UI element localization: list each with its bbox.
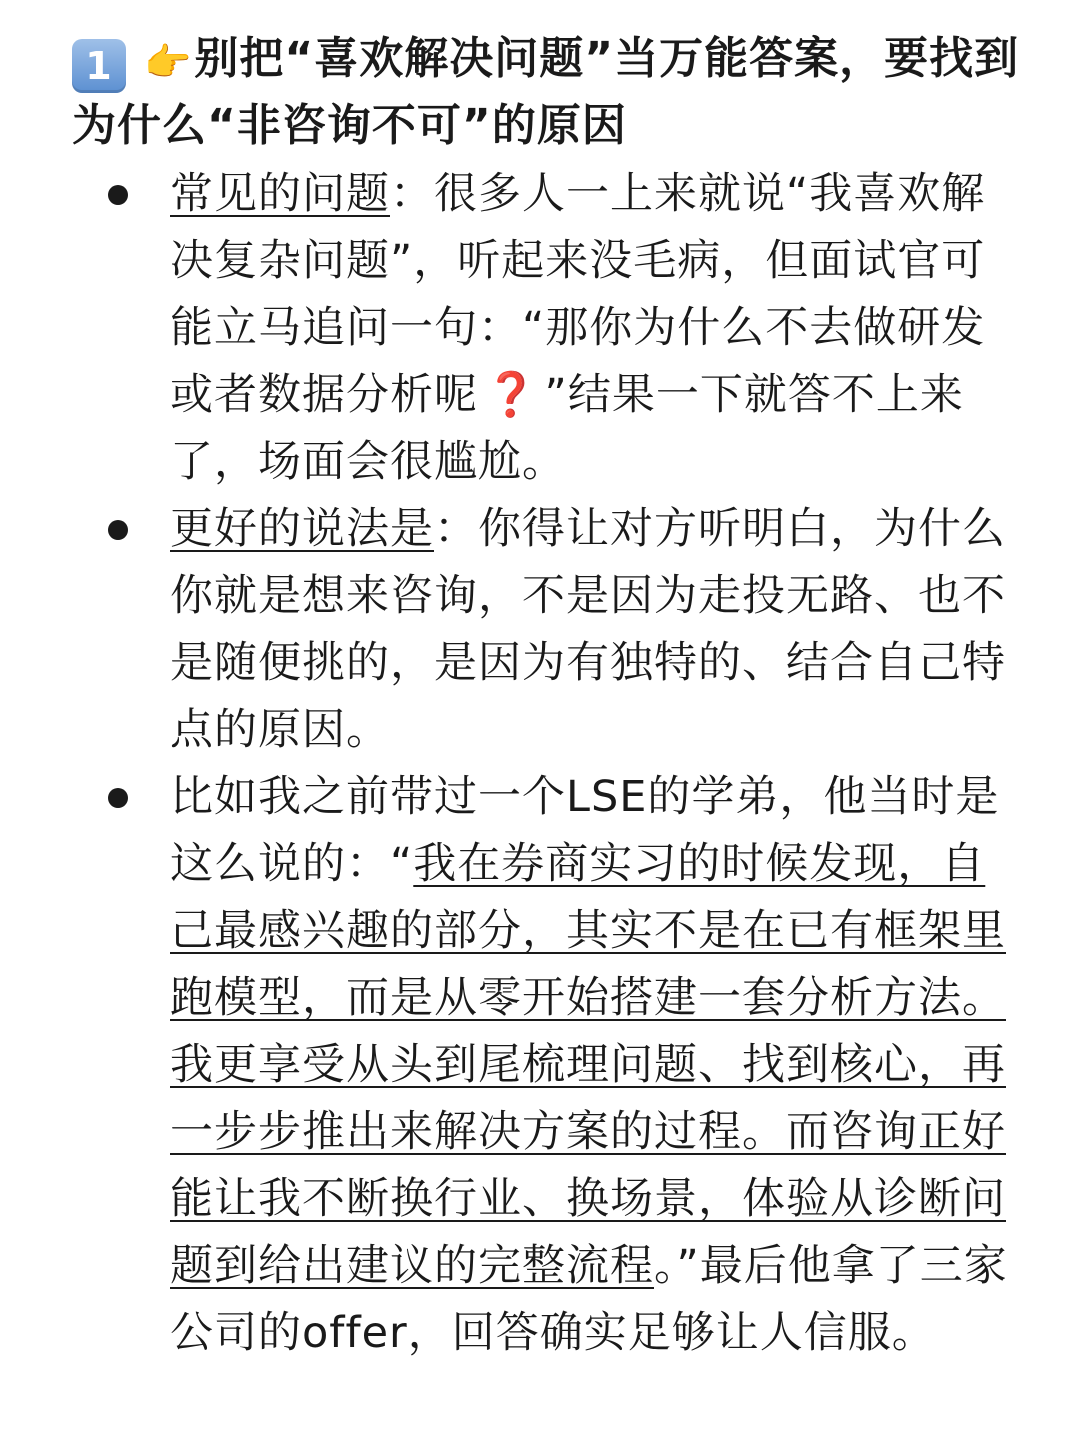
question-mark-icon: ❓ bbox=[484, 370, 539, 420]
bullet-label: 常见的问题 bbox=[170, 169, 390, 219]
bullet-text: 很多人一上来就说“我喜欢解决复杂问题”，听起来没毛病，但面试官可能立马追问一句：“那你为什么不去做研发或者数据分析呢 bbox=[170, 169, 986, 420]
bullet-text-continued: ”结果一下就答不上来了，场面会很尴尬。 bbox=[170, 370, 964, 487]
example-quote: 我在券商实习的时候发现，自己最感兴趣的部分，其实不是在已有框架里跑模型，而是从零开始搭建一套分析方法。我更享受从头到尾梳理问题、找到核心，再一步步推出来解决方案的过程。而咨询正好能让我不断换行业、换场景，体验从诊断问题到给出建议的完整流程 bbox=[170, 839, 1006, 1291]
bullet-item-example bbox=[72, 764, 1020, 1367]
bullet-colon: ： bbox=[390, 169, 434, 219]
example-intro: 比如我之前带过一个LSE的学弟，他当时是这么说的：“ bbox=[170, 772, 1000, 889]
bullet-label: 更好的说法是 bbox=[170, 504, 434, 554]
bullet-dot-icon bbox=[108, 788, 128, 808]
heading-text: 别把“喜欢解决问题”当万能答案，要找到为什么“非咨询不可”的原因 bbox=[72, 33, 1020, 151]
bullet-item-better-answer bbox=[72, 496, 1020, 764]
bullet-dot-icon bbox=[108, 520, 128, 540]
bullet-item-common-problem bbox=[72, 161, 1020, 496]
section-heading bbox=[72, 26, 1020, 159]
pointing-hand-icon: 👉 bbox=[144, 40, 193, 84]
bullet-colon: ： bbox=[434, 504, 478, 554]
bullet-text: 你得让对方听明白，为什么你就是想来咨询，不是因为走投无路、也不是随便挑的，是因为有独特的、结合自己特点的原因。 bbox=[170, 504, 1006, 755]
example-outro: 。”最后他拿了三家公司的offer，回答确实足够让人信服。 bbox=[170, 1241, 1008, 1358]
number-one-badge-icon: 1 bbox=[72, 39, 126, 93]
bullet-dot-icon bbox=[108, 185, 128, 205]
bullet-list bbox=[72, 161, 1020, 1367]
